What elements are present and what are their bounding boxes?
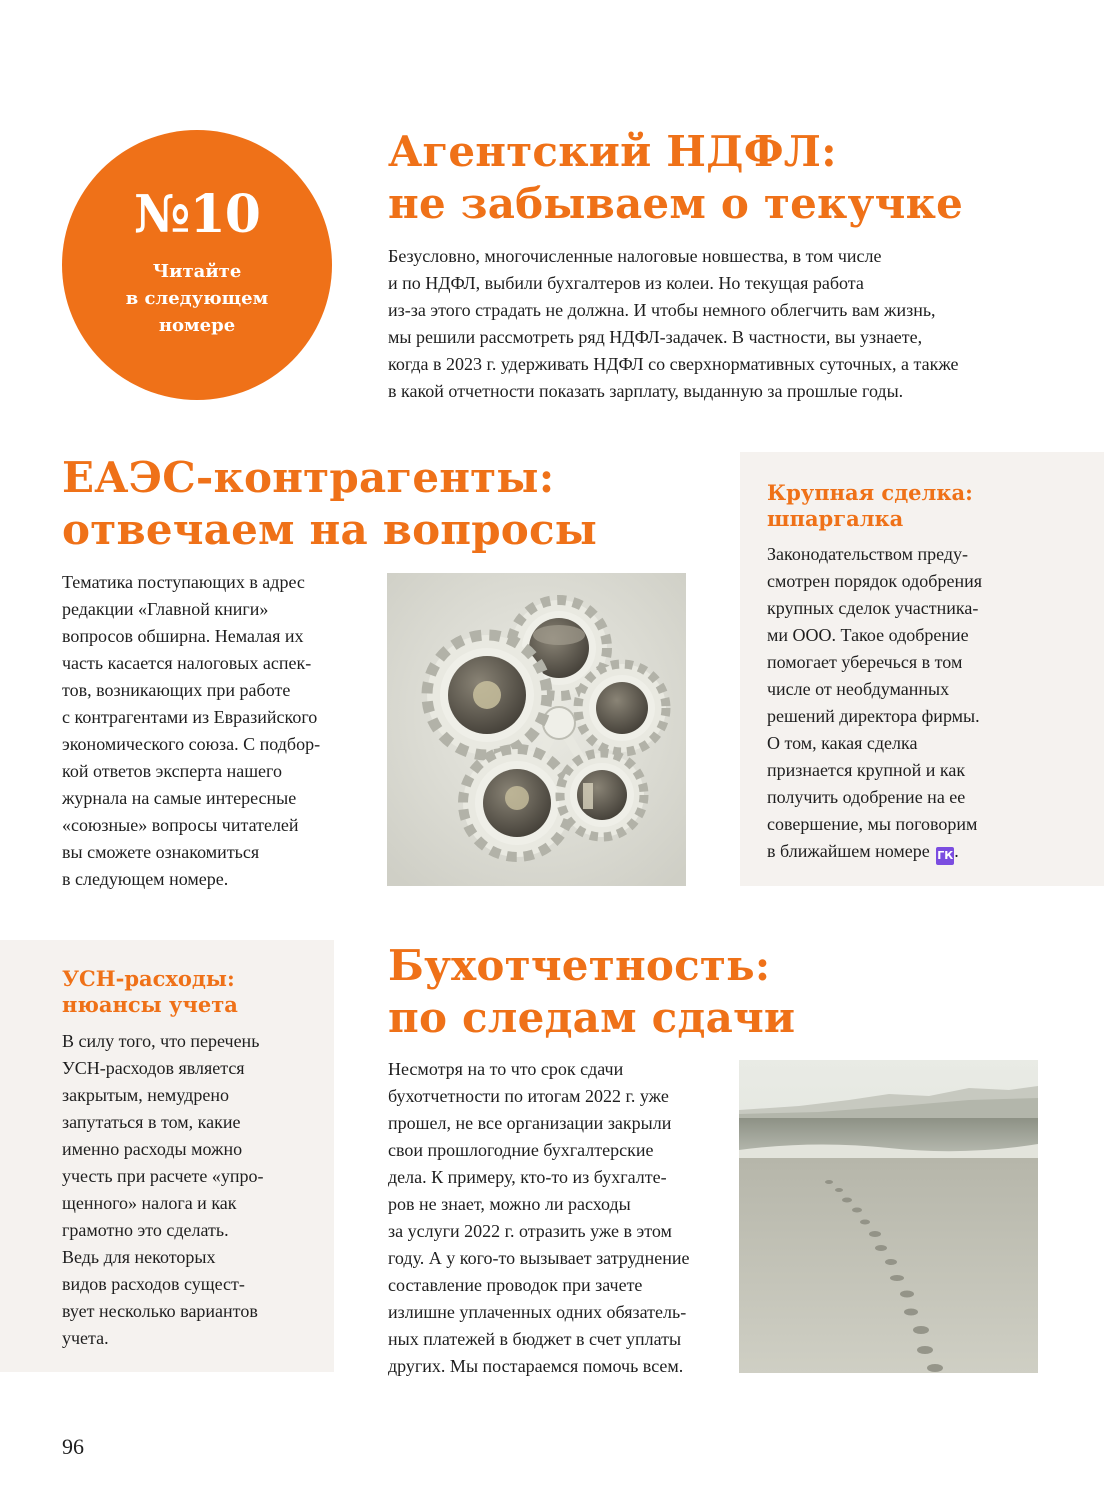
gear-bottom-right	[560, 753, 644, 837]
text-fragment: в ближайшем номере	[767, 841, 930, 861]
text-line: журнала на самые интересные	[62, 788, 297, 808]
text-line: учета.	[62, 1328, 109, 1348]
title-line: УСН-расходы:	[62, 966, 235, 991]
text-line: вы сможете ознакомиться	[62, 842, 260, 862]
text-line: с контрагентами из Евразийского	[62, 707, 318, 727]
gear-right	[578, 664, 666, 752]
text-line: вопросов обширна. Немалая их	[62, 626, 304, 646]
text-line: получить одобрение на ее	[767, 787, 966, 807]
title-line: по следам сдачи	[388, 993, 796, 1042]
text-line	[767, 838, 1097, 865]
text-line: за услуги 2022 г. отразить уже в этом	[388, 1221, 672, 1241]
text-line: других. Мы постараемся помочь всем.	[388, 1356, 684, 1376]
text-line: и по НДФЛ, выбили бухгалтеров из колеи. Но текущая работа	[388, 273, 864, 293]
title-line: не забываем о текучке	[388, 179, 964, 228]
text-line: ми ООО. Такое одобрение	[767, 625, 969, 645]
text-line: часть касается налоговых аспек-	[62, 653, 312, 673]
issue-caption-line: номере	[158, 315, 236, 336]
text-line: Безусловно, многочисленные налоговые новшества, в том числе	[388, 246, 882, 266]
title-line: Агентский НДФЛ:	[388, 127, 837, 176]
text-line: тов, возникающих при работе	[62, 680, 291, 700]
text-line: совершение, мы поговорим	[767, 814, 978, 834]
text-line: УСН-расходов является	[62, 1058, 245, 1078]
text-line: году. А у кого-то вызывает затруднение	[388, 1248, 690, 1268]
text-line: вует несколько вариантов	[62, 1301, 258, 1321]
text-line: признается крупной и как	[767, 760, 966, 780]
text-line: дела. К примеру, кто-то из бухгалте-	[388, 1167, 667, 1187]
text-line: щенного» налога и как	[62, 1193, 237, 1213]
text-line: Законодательством преду-	[767, 544, 968, 564]
text-line: запутаться в том, какие	[62, 1112, 241, 1132]
text-line: решений директора фирмы.	[767, 706, 980, 726]
text-line: закрытым, немудрено	[62, 1085, 229, 1105]
text-line: составление проводок при зачете	[388, 1275, 643, 1295]
sidebar-usn-body	[62, 1028, 332, 1352]
text-line: бухотчетности по итогам 2022 г. уже	[388, 1086, 669, 1106]
issue-badge	[62, 130, 332, 400]
text-line: свои прошлогодние бухгалтерские	[388, 1140, 654, 1160]
gk-logo-icon: ГК	[936, 847, 954, 865]
gear-left	[427, 635, 547, 755]
text-line: когда в 2023 г. удерживать НДФЛ со сверхнормативных суточных, а также	[388, 354, 959, 374]
sidebar-usn-title	[62, 966, 322, 1018]
title-line: Бухотчетность:	[388, 941, 771, 990]
text-line: видов расходов сущест-	[62, 1274, 245, 1294]
article-buhotchet-body	[388, 1056, 733, 1380]
issue-caption	[62, 258, 332, 339]
issue-caption-line: Читайте	[152, 261, 242, 282]
text-line: из-за этого страдать не должна. И чтобы немного облегчить вам жизнь,	[388, 300, 936, 320]
sidebar-major-deal-title	[767, 480, 1087, 532]
title-line: нюансы учета	[62, 992, 238, 1017]
sidebar-major-deal-body	[767, 541, 1097, 865]
title-line: отвечаем на вопросы	[62, 505, 598, 554]
text-line: Несмотря на то что срок сдачи	[388, 1059, 624, 1079]
text-line: числе от необдуманных	[767, 679, 950, 699]
text-line: экономического союза. С подбор-	[62, 734, 321, 754]
article-eaes-title	[62, 452, 722, 556]
text-line: мы решили рассмотреть ряд НДФЛ-задачек. В частности, вы узнаете,	[388, 327, 923, 347]
beach-image	[739, 1060, 1038, 1373]
page-number: 96	[62, 1434, 84, 1459]
text-line: в какой отчетности показать зарплату, выданную за прошлые годы.	[388, 381, 904, 401]
text-line: прошел, не все организации закрыли	[388, 1113, 672, 1133]
text-line: кой ответов эксперта нашего	[62, 761, 282, 781]
issue-number: №10	[134, 184, 260, 245]
gears-illustration	[387, 573, 686, 886]
text-line: помогает уберечься в том	[767, 652, 963, 672]
text-line: Тематика поступающих в адрес	[62, 572, 305, 592]
article-ndfl-body	[388, 243, 1088, 405]
issue-caption-line: в следующем	[125, 288, 269, 309]
title-line: Крупная сделка:	[767, 480, 973, 505]
text-line: крупных сделок участника-	[767, 598, 979, 618]
text-fragment: .	[954, 841, 959, 861]
text-line: редакции «Главной книги»	[62, 599, 269, 619]
text-line: смотрен порядок одобрения	[767, 571, 982, 591]
title-line: ЕАЭС-контрагенты:	[62, 453, 555, 502]
text-line: ров не знает, можно ли расходы	[388, 1194, 631, 1214]
text-line: Ведь для некоторых	[62, 1247, 216, 1267]
gear-bottom-left	[463, 749, 571, 857]
beach-footprints-photo	[739, 1060, 1038, 1373]
article-buhotchet-title	[388, 940, 1088, 1044]
text-line: «союзные» вопросы читателей	[62, 815, 299, 835]
text-line: ных платежей в бюджет в счет уплаты	[388, 1329, 682, 1349]
text-line: В силу того, что перечень	[62, 1031, 260, 1051]
article-eaes-body	[62, 569, 382, 893]
text-line: О том, какая сделка	[767, 733, 918, 753]
text-line: грамотно это сделать.	[62, 1220, 229, 1240]
article-ndfl-title	[388, 126, 1088, 230]
title-line: шпаргалка	[767, 506, 904, 531]
text-line: учесть при расчете «упро-	[62, 1166, 264, 1186]
text-line: в следующем номере.	[62, 869, 229, 889]
text-line: именно расходы можно	[62, 1139, 243, 1159]
text-line: излишне уплаченных одних обязатель-	[388, 1302, 687, 1322]
gears-image	[387, 573, 686, 886]
